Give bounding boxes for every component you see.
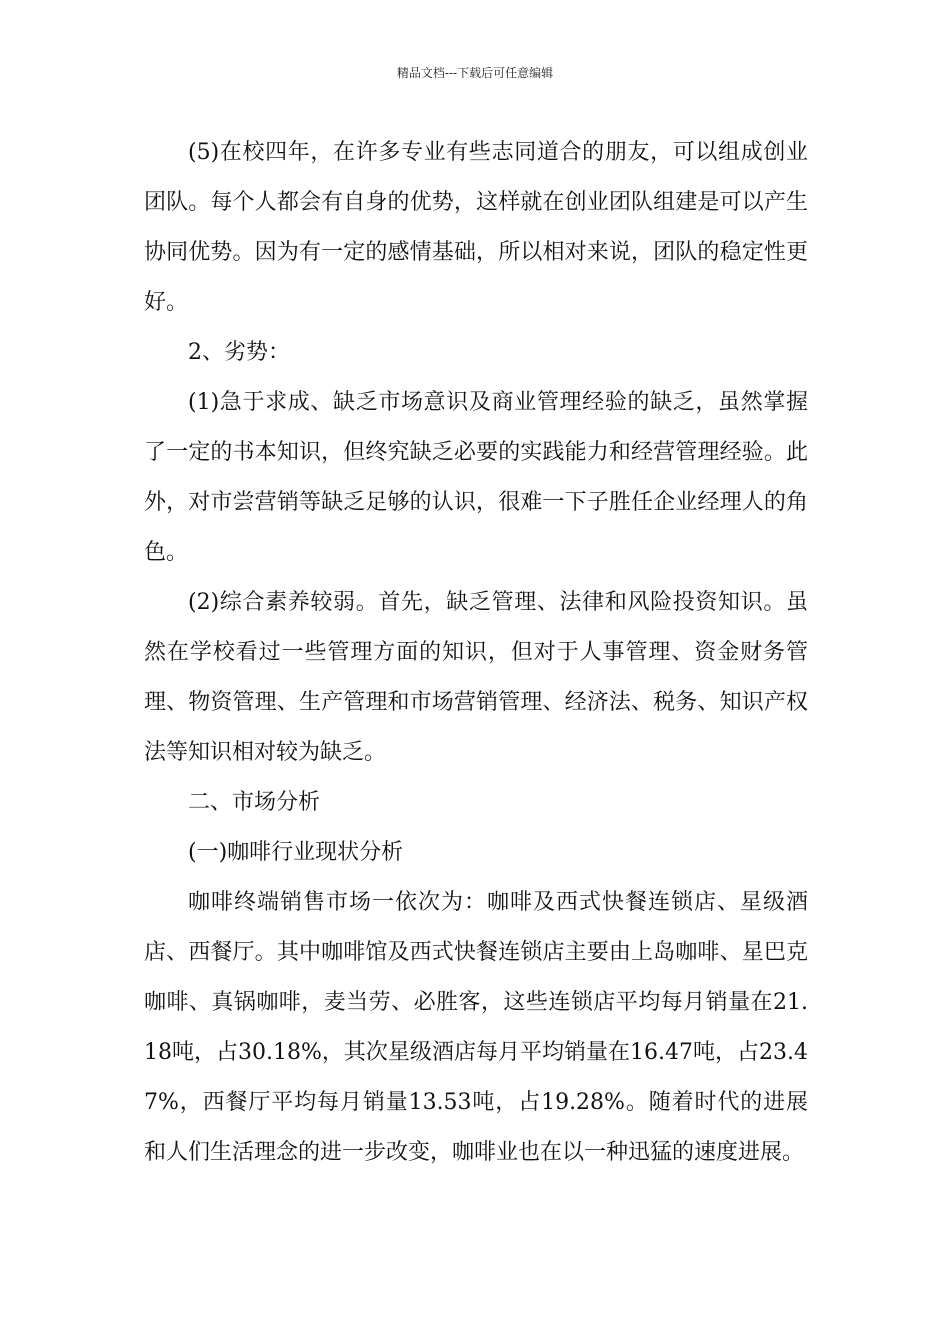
subheading-coffee-industry: (一)咖啡行业现状分析 xyxy=(188,840,404,865)
heading-market-analysis: 二、市场分析 xyxy=(188,790,321,815)
page-header: 精品文档---下载后可任意编辑 xyxy=(396,66,554,80)
document-body xyxy=(144,128,808,1178)
paragraph-strength-5: (5)在校四年，在许多专业有些志同道合的朋友，可以组成创业团队。每个人都会有自身的优势，这样就在创业团队组建是可以产生协同优势。因为有一定的感情基础，所以相对来说，团队的稳定性更好。 xyxy=(144,140,808,315)
heading-weaknesses: 2、劣势： xyxy=(188,340,290,365)
paragraph-weakness-1: (1)急于求成、缺乏市场意识及商业管理经验的缺乏，虽然掌握了一定的书本知识，但终究缺乏必要的实践能力和经营管理经验。此外，对市尝营销等缺乏足够的认识，很难一下子胜任企业经理人的角色。 xyxy=(144,390,808,565)
paragraph-weakness-2: (2)综合素养较弱。首先，缺乏管理、法律和风险投资知识。虽然在学校看过一些管理方面的知识，但对于人事管理、资金财务管理、物资管理、生产管理和市场营销管理、经济法、税务、知识产权法等知识相对较为缺乏。 xyxy=(144,590,808,765)
paragraph-coffee-market: 咖啡终端销售市场一依次为：咖啡及西式快餐连锁店、星级酒店、西餐厅。其中咖啡馆及西式快餐连锁店主要由上岛咖啡、星巴克咖啡、真锅咖啡，麦当劳、必胜客，这些连锁店平均每月销量在21.18吨，占30.18%，其次星级酒店每月平均销量在16.47吨，占23.47%，西餐厅平均每月销量13.53吨，占19.28%。随着时代的进展和人们生活理念的进一步改变，咖啡业也在以一种迅猛的速度进展。 xyxy=(144,890,808,1165)
